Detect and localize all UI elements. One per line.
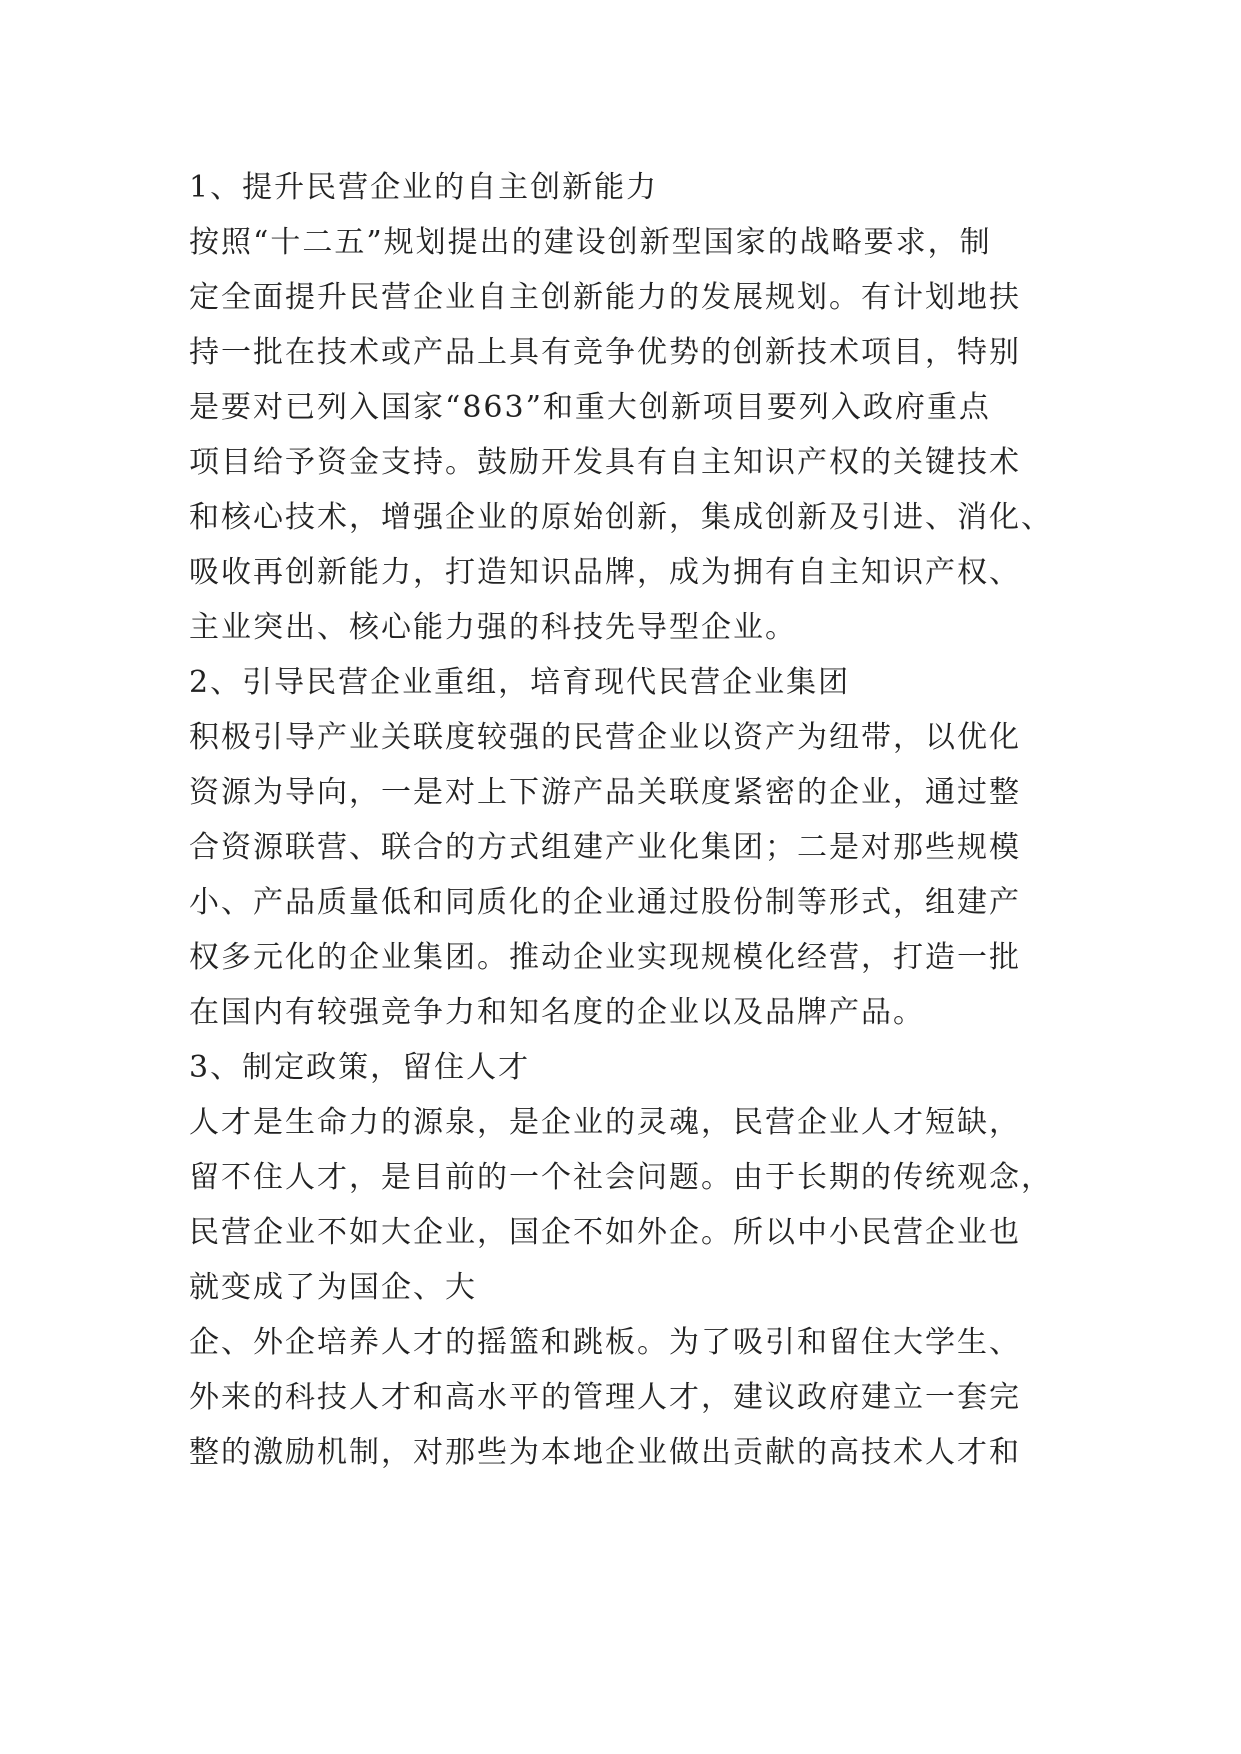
paragraph-line: 定全面提升民营企业自主创新能力的发展规划。有计划地扶 [189, 280, 1021, 315]
paragraph-line: 和核心技术，增强企业的原始创新，集成创新及引进、消化、 [189, 500, 1053, 535]
paragraph-line: 按照“十二五”规划提出的建设创新型国家的战略要求，制 [189, 225, 992, 260]
paragraph-line: 积极引导产业关联度较强的民营企业以资产为纽带，以优化 [189, 720, 1021, 755]
paragraph-line: 项目给予资金支持。鼓励开发具有自主知识产权的关键技术 [189, 445, 1021, 480]
paragraph-line: 资源为导向，一是对上下游产品关联度紧密的企业，通过整 [189, 775, 1021, 810]
section-heading-2: 2、引导民营企业重组，培育现代民营企业集团 [189, 665, 851, 700]
paragraph-line: 外来的科技人才和高水平的管理人才，建议政府建立一套完 [189, 1380, 1021, 1415]
paragraph-line: 在国内有较强竞争力和知名度的企业以及品牌产品。 [189, 995, 925, 1030]
paragraph-line: 吸收再创新能力，打造知识品牌，成为拥有自主知识产权、 [189, 555, 1021, 590]
paragraph-line: 小、产品质量低和同质化的企业通过股份制等形式，组建产 [189, 885, 1021, 920]
paragraph-line: 主业突出、核心能力强的科技先导型企业。 [189, 610, 797, 645]
document-body [189, 160, 1089, 1480]
section-heading-3: 3、制定政策，留住人才 [189, 1050, 531, 1085]
section-heading-1: 1、提升民营企业的自主创新能力 [189, 170, 659, 205]
paragraph-line: 是要对已列入国家“863”和重大创新项目要列入政府重点 [189, 390, 991, 425]
paragraph-line: 企、外企培养人才的摇篮和跳板。为了吸引和留住大学生、 [189, 1325, 1021, 1360]
paragraph-line: 合资源联营、联合的方式组建产业化集团；二是对那些规模 [189, 830, 1021, 865]
paragraph-line: 留不住人才，是目前的一个社会问题。由于长期的传统观念， [189, 1160, 1053, 1195]
paragraph-line: 整的激励机制，对那些为本地企业做出贡献的高技术人才和 [189, 1435, 1021, 1470]
paragraph-line: 民营企业不如大企业，国企不如外企。所以中小民营企业也 [189, 1215, 1021, 1250]
paragraph-line: 权多元化的企业集团。推动企业实现规模化经营，打造一批 [189, 940, 1021, 975]
paragraph-line: 就变成了为国企、大 [189, 1270, 477, 1305]
paragraph-line: 人才是生命力的源泉，是企业的灵魂，民营企业人才短缺， [189, 1105, 1021, 1140]
paragraph-line: 持一批在技术或产品上具有竞争优势的创新技术项目，特别 [189, 335, 1021, 370]
